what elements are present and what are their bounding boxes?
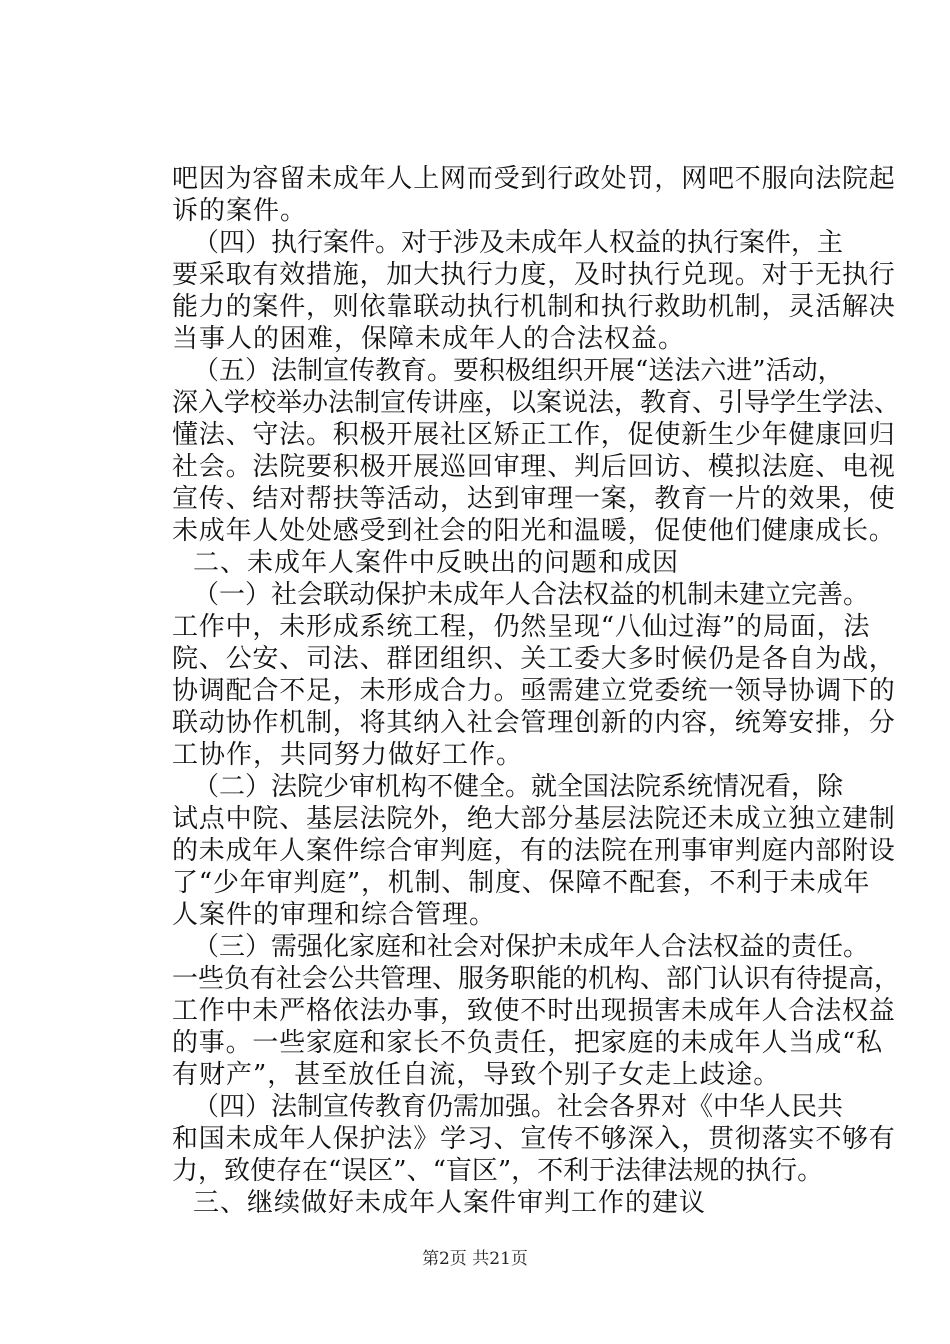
section-heading: 三、继续做好未成年人案件审判工作的建议 [193,1188,707,1218]
text-line: 院、公安、司法、群团组织、关工委大多时候仍是各自为战， [172,644,896,674]
text-line: 试点中院、基层法院外，绝大部分基层法院还未成立独立建制 [172,804,896,834]
text-line: （四）执行案件。对于涉及未成年人权益的执行案件，主 [193,228,844,258]
text-line: 社会。法院要积极开展巡回审理、判后回访、模拟法庭、电视 [172,452,896,482]
text-line: 能力的案件，则依靠联动执行机制和执行救助机制，灵活解决 [172,292,896,322]
text-line: 要采取有效措施，加大执行力度，及时执行兑现。对于无执行 [172,260,896,290]
text-line: （一）社会联动保护未成年人合法权益的机制未建立完善。 [193,580,870,610]
text-line: 联动协作机制，将其纳入社会管理创新的内容，统筹安排，分 [172,708,896,738]
text-line: 深入学校举办法制宣传讲座，以案说法，教育、引导学生学法、 [172,388,901,418]
text-line: 和国未成年人保护法》学习、宣传不够深入，贯彻落实不够有 [172,1124,896,1154]
section-heading: 二、未成年人案件中反映出的问题和成因 [193,548,680,578]
text-line: 未成年人处处感受到社会的阳光和温暖，促使他们健康成长。 [172,516,896,546]
text-line: 力，致使存在“误区”、“盲区”，不利于法律法规的执行。 [172,1156,824,1186]
text-line: 了“少年审判庭”，机制、制度、保障不配套，不利于未成年 [172,868,871,898]
text-line: 的事。一些家庭和家长不负责任，把家庭的未成年人当成“私 [172,1028,883,1058]
text-line: 一些负有社会公共管理、服务职能的机构、部门认识有待提高， [172,964,901,994]
text-line: 有财产”，甚至放任自流，导致个别子女走上歧途。 [172,1060,781,1090]
text-line: （三）需强化家庭和社会对保护未成年人合法权益的责任。 [193,932,870,962]
text-line: 协调配合不足，未形成合力。亟需建立党委统一领导协调下的 [172,676,896,706]
text-line: 的未成年人案件综合审判庭，有的法院在刑事审判庭内部附设 [172,836,896,866]
text-line: 懂法、守法。积极开展社区矫正工作，促使新生少年健康回归 [172,420,896,450]
text-line: （五）法制宣传教育。要积极组织开展“送法六进”活动， [193,356,844,386]
text-line: 人案件的审理和综合管理。 [172,900,497,930]
text-line: 吧因为容留未成年人上网而受到行政处罚，网吧不服向法院起 [172,164,896,194]
text-line: 工协作，共同努力做好工作。 [172,740,524,770]
text-line: 宣传、结对帮扶等活动，达到审理一案，教育一片的效果，使 [172,484,896,514]
text-line: （二）法院少审机构不健全。就全国法院系统情况看，除 [193,772,844,802]
text-line: 工作中未严格依法办事，致使不时出现损害未成年人合法权益 [172,996,896,1026]
text-line: 诉的案件。 [172,196,308,226]
text-line: 当事人的困难，保障未成年人的合法权益。 [172,324,686,354]
page-number-footer: 第2页 共21页 [422,1249,528,1269]
text-line: 工作中，未形成系统工程，仍然呈现“八仙过海”的局面，法 [172,612,871,642]
text-line: （四）法制宣传教育仍需加强。社会各界对《中华人民共 [193,1092,844,1122]
